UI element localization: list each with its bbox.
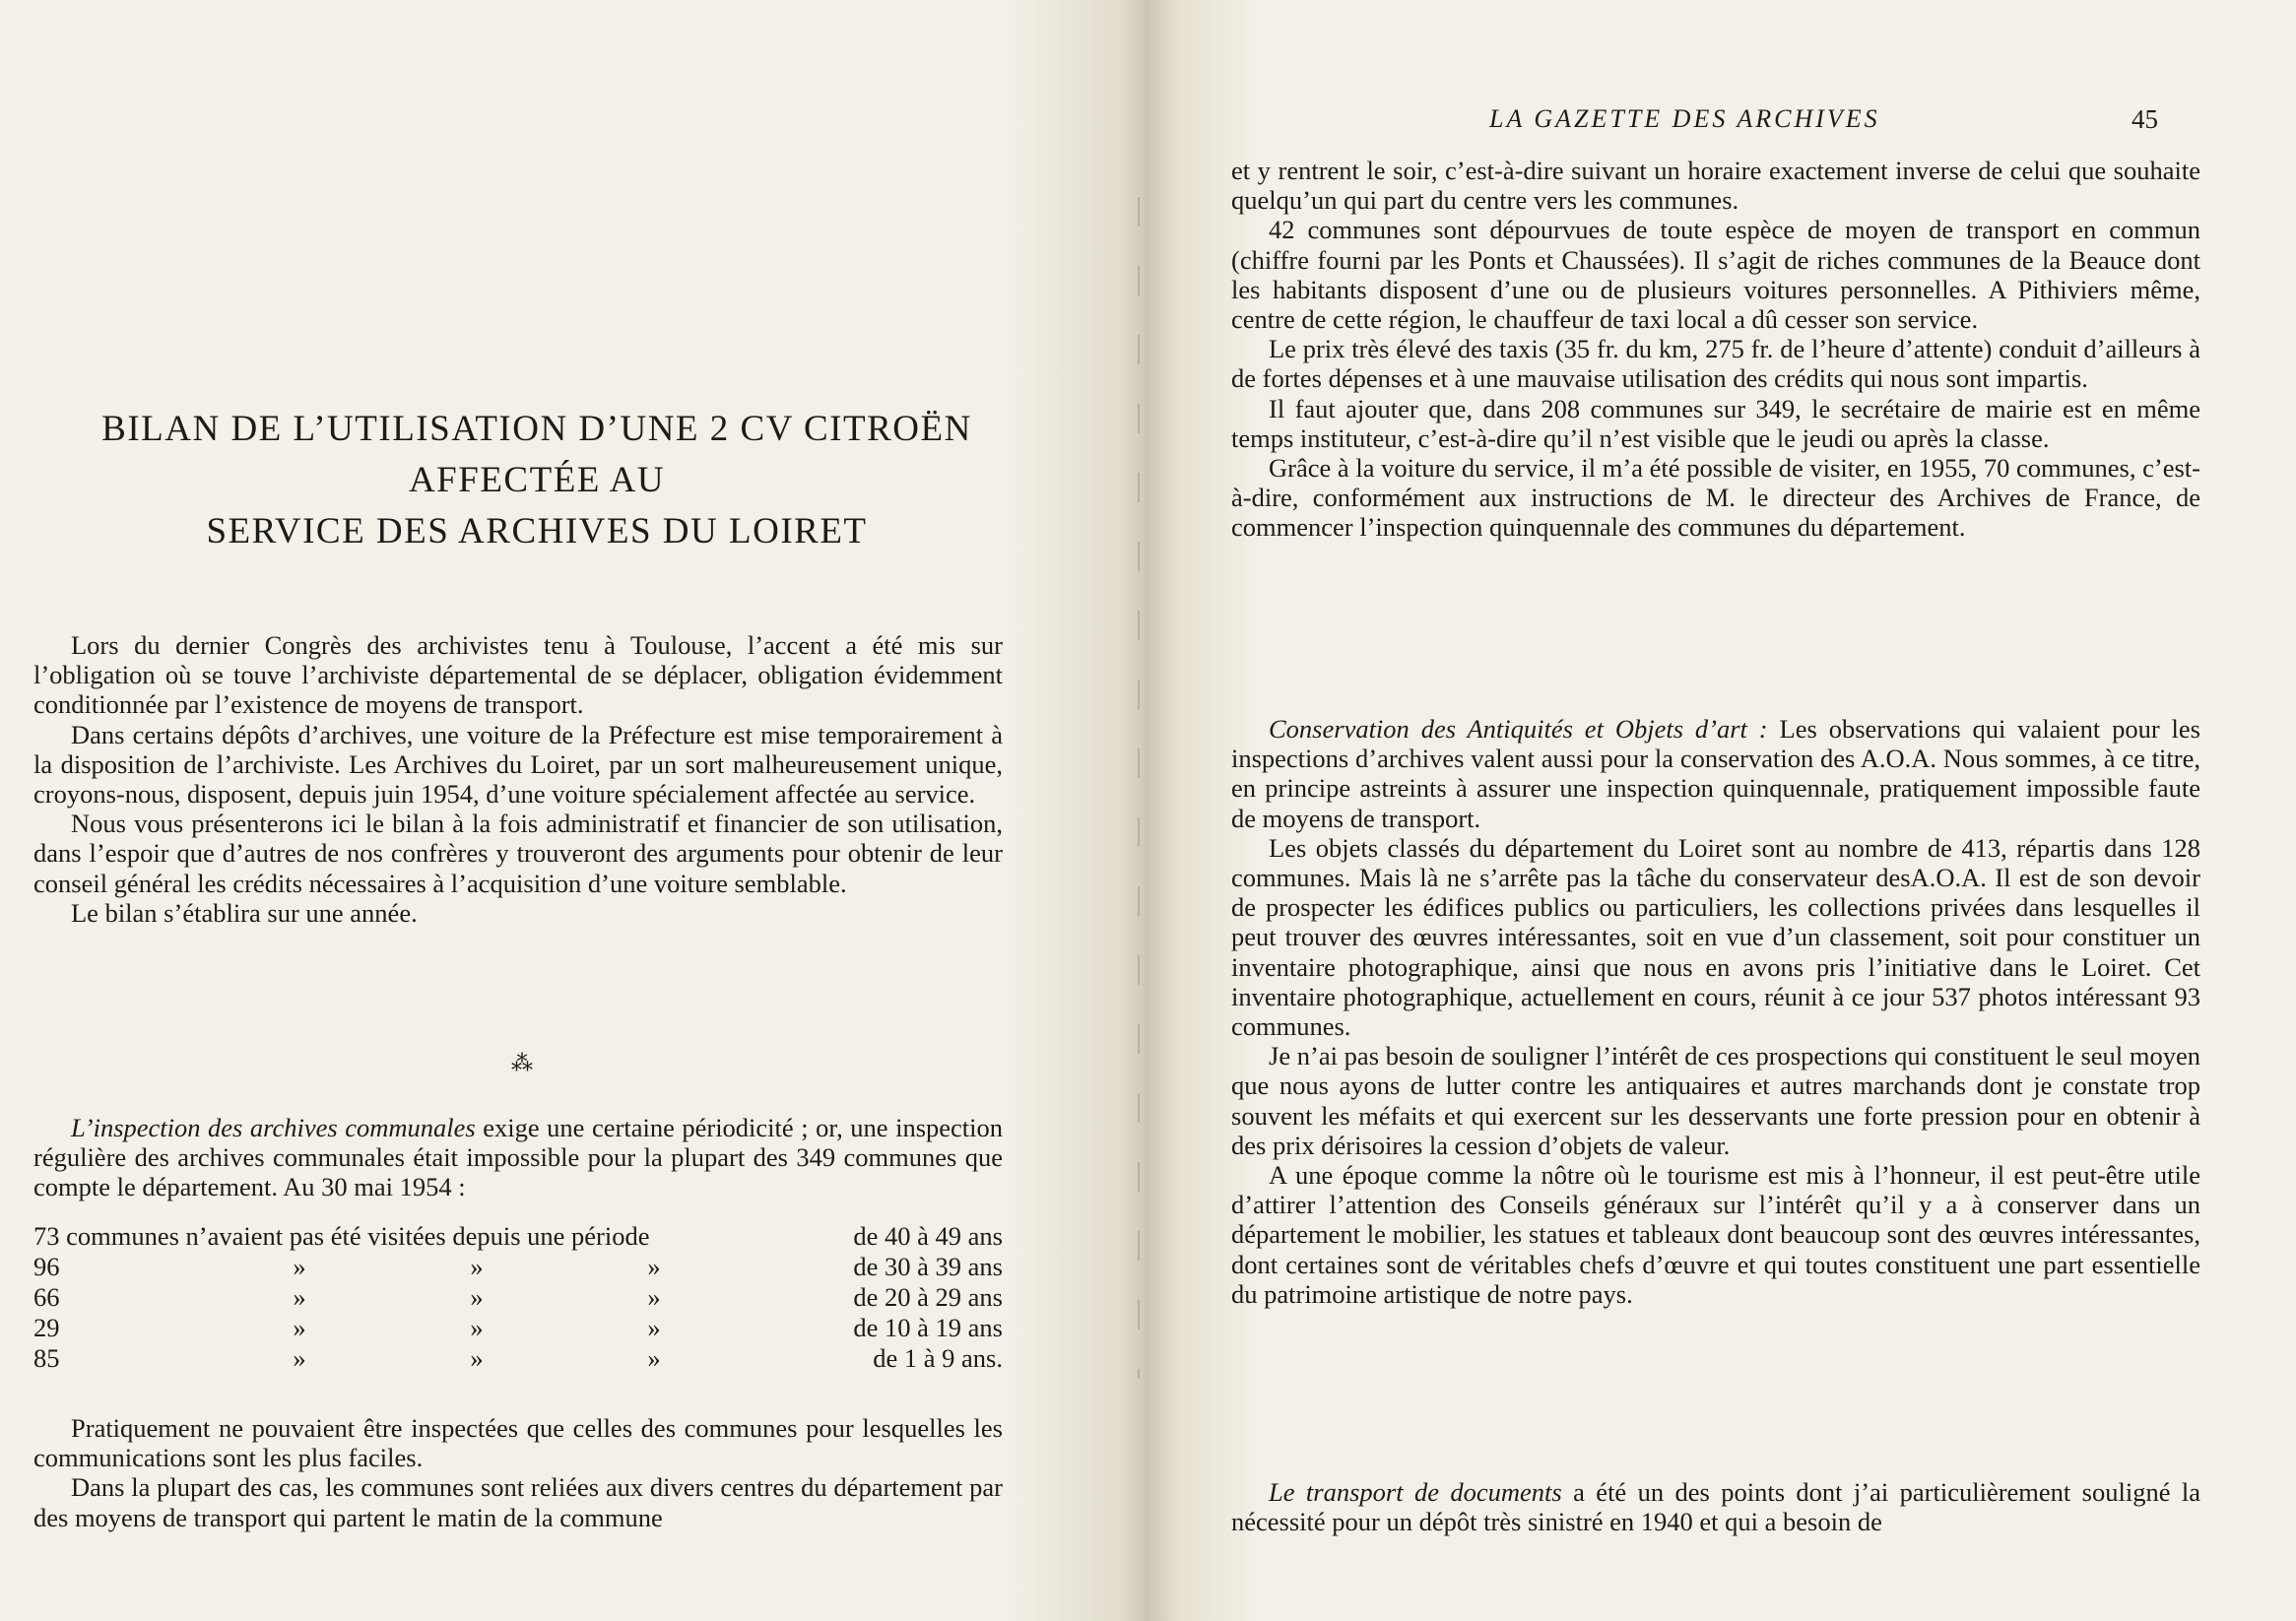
continuation-paragraph: et y rentrent le soir, c’est-à-dire suivant un horaire exactement inverse de celui que souhaite quelqu’un qui part du centre vers les communes. (1231, 156, 2200, 216)
running-head: LA GAZETTE DES ARCHIVES (1489, 104, 1880, 133)
conservation-heading: Conservation des Antiquités et Objets d’art : (1269, 714, 1768, 744)
body-paragraph: Grâce à la voiture du service, il m’a été possible de visiter, en 1955, 70 communes, c’est-à-dire, conformément aux instructions de M. le directeur des Archives de France, de commencer l’inspection quinquennale des communes du département. (1231, 453, 2200, 543)
inspection-section (33, 1113, 1003, 1202)
conservation-lead-paragraph (1231, 714, 2200, 833)
ditto-mark: » (647, 1313, 661, 1342)
ditto-mark: » (470, 1313, 484, 1342)
ditto-mark: » (470, 1343, 484, 1373)
left-page (0, 0, 1145, 1621)
title-line-2: AFFECTÉE AU (408, 460, 666, 500)
row-count: 66 (33, 1282, 60, 1312)
body-paragraph: Le prix très élevé des taxis (35 fr. du km, 275 fr. de l’heure d’attente) conduit d’ailleurs à de fortes dépenses et à une mauvaise utilisation des crédits qui nous sont impartis. (1231, 334, 2200, 394)
ditto-mark: » (470, 1282, 484, 1312)
row-range: de 40 à 49 ans (853, 1221, 1003, 1251)
table-row (33, 1343, 1003, 1374)
closing-section (33, 1413, 1003, 1532)
inspection-text: exige une certaine périodicité ; or, une inspection régulière des archives communales était impossible pour la plupart des 349 communes que compte le département. Au 30 mai 1954 : (33, 1113, 1004, 1202)
inspection-heading: L’inspection des archives communales (71, 1113, 476, 1142)
ditto-mark: » (293, 1313, 306, 1342)
document-transport-section (1231, 1477, 2200, 1536)
right-page (1145, 0, 2296, 1621)
conservation-text: Les observations qui valaient pour les inspections d’archives valent aussi pour la conservation des A.O.A. Nous sommes, à ce titre, en principe astreints à assurer une inspection quinquennale, pratiquement impossible faute de moyens de transport. (1231, 714, 2200, 833)
body-paragraph: Il faut ajouter que, dans 208 communes sur 349, le secrétaire de mairie est en même temps instituteur, c’est-à-dire qu’il n’est visible que le jeudi ou après la classe. (1231, 393, 2200, 453)
ditto-mark: » (470, 1252, 484, 1281)
row-label: 73 communes n’avaient pas été visitées depuis une période (33, 1221, 650, 1251)
page-number: 45 (2132, 104, 2158, 134)
closing-paragraph: Pratiquement ne pouvaient être inspectées que celles des communes pour lesquelles les communications sont les plus faciles. (33, 1413, 1003, 1473)
transport-text: a été un des points dont j’ai particulièrement souligné la nécessité pour un dépôt très sinistré en 1940 et qui a besoin de (1231, 1477, 2201, 1537)
ditto-mark: » (647, 1282, 661, 1312)
table-row (33, 1252, 1003, 1282)
binding-stitching (1138, 197, 1140, 1379)
intro-paragraph: Dans certains dépôts d’archives, une voiture de la Préfecture est mise temporairement à la disposition de l’archiviste. Les Archives du Loiret, par un sort malheureusement unique, croyons-nous, disposent, depuis juin 1954, d’une voiture spécialement affectée au service. (33, 719, 1003, 810)
inspection-paragraph (33, 1113, 1003, 1202)
transport-heading: Le transport de documents (1269, 1477, 1562, 1507)
row-count: 29 (33, 1313, 60, 1342)
closing-paragraph: Dans la plupart des cas, les communes sont reliées aux divers centres du département par des moyens de transport qui partent le matin de la commune (33, 1472, 1003, 1532)
intro-paragraph: Nous vous présenterons ici le bilan à la fois administratif et financier de son utilisation, dans l’espoir que d’autres de nos confrères y trouveront des arguments pour obtenir de leur conseil général les crédits nécessaires à l’acquisition d’une voiture semblable. (33, 809, 1003, 898)
unvisited-communes-table (33, 1221, 1003, 1374)
intro-section (33, 630, 1003, 928)
title-line-3: SERVICE DES ARCHIVES DU LOIRET (206, 511, 868, 551)
section-separator: ⁂ (511, 1052, 533, 1076)
body-paragraph: Je n’ai pas besoin de souligner l’intérêt de ces prospections qui constituent le seul moyen que nous ayons de lutter contre les antiquaires et autres marchands dont je constate trop souvent les méfaits et qui exercent sur les desservants une forte pression pour en obtenir à des prix dérisoires la cession d’objets de valeur. (1231, 1041, 2200, 1160)
table-row (33, 1313, 1003, 1343)
conservation-section (1231, 714, 2200, 1309)
article-title (30, 404, 1044, 557)
row-range: de 1 à 9 ans. (873, 1343, 1003, 1373)
table-row (33, 1221, 1003, 1252)
body-paragraph: 42 communes sont dépourvues de toute espèce de moyen de transport en commun (chiffre fourni par les Ponts et Chaussées). Il s’agit de riches communes de la Beauce dont les habitants disposent d’une ou de plusieurs voitures personnelles. A Pithiviers même, centre de cette région, le chauffeur de taxi local a dû cesser son service. (1231, 215, 2200, 335)
row-range: de 10 à 19 ans (853, 1313, 1003, 1342)
ditto-mark: » (647, 1343, 661, 1373)
row-count: 96 (33, 1252, 60, 1281)
ditto-mark: » (293, 1282, 306, 1312)
transport-paragraph (1231, 1477, 2200, 1536)
ditto-mark: » (293, 1343, 306, 1373)
intro-paragraph: Lors du dernier Congrès des archivistes tenu à Toulouse, l’accent a été mis sur l’obligation où se touve l’archiviste départemental de se déplacer, obligation évidemment conditionnée par l’existence de moyens de transport. (33, 630, 1003, 720)
row-range: de 30 à 39 ans (853, 1252, 1003, 1281)
intro-paragraph: Le bilan s’établira sur une année. (71, 897, 418, 928)
row-range: de 20 à 29 ans (853, 1282, 1003, 1312)
title-line-1: BILAN DE L’UTILISATION D’UNE 2 CV CITROËN (101, 409, 972, 449)
body-paragraph: A une époque comme la nôtre où le tourisme est mis à l’honneur, il est peut-être utile d’attirer l’attention des Conseils généraux sur l’intérêt qu’il y a à conserver dans un département le mobilier, les statues et tableaux dont beaucoup sont des œuvres intéressantes, dont certaines sont de véritables chefs d’œuvre et qui toutes constituent une part essentielle du patrimoine artistique de notre pays. (1231, 1160, 2200, 1309)
transport-communes-section (1231, 156, 2200, 543)
ditto-mark: » (293, 1252, 306, 1281)
ditto-mark: » (647, 1252, 661, 1281)
row-count: 85 (33, 1343, 60, 1373)
body-paragraph: Les objets classés du département du Loiret sont au nombre de 413, répartis dans 128 communes. Mais là ne s’arrête pas la tâche du conservateur desA.O.A. Il est de son devoir de prospecter les édifices publics ou particuliers, les collections privées dans lesquelles il peut trouver des œuvres intéressantes, soit en vue d’un classement, soit pour constituer un inventaire photographique, ainsi que nous en avons pris l’initiative dans le Loiret. Cet inventaire photographique, actuellement en cours, réunit à ce jour 537 photos intéressant 93 communes. (1231, 832, 2200, 1042)
table-row (33, 1282, 1003, 1313)
